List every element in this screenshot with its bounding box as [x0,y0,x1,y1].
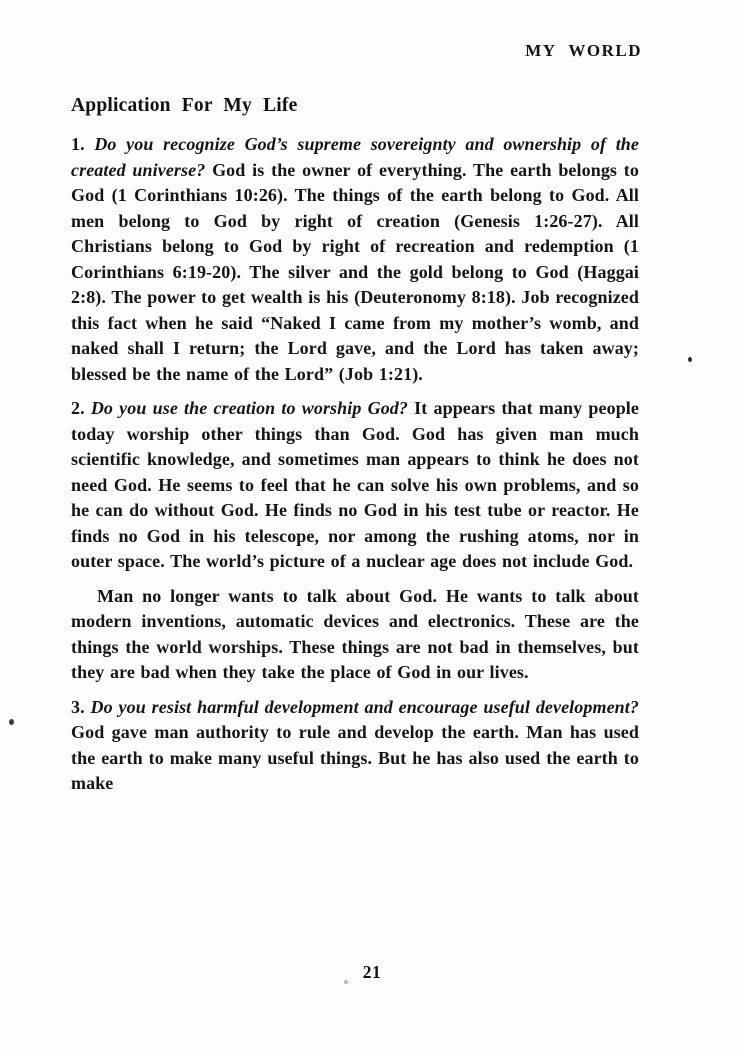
section-heading: Application For My Life [71,95,298,116]
paragraph-number: 1. [71,134,85,154]
question-italic: Do you recognize God’s supreme sovereignty and ownership of the created universe? [71,134,639,180]
page-number: 21 [362,962,382,982]
paragraph-1 [71,132,639,387]
text-column [71,95,639,806]
paragraph-number: 3. [71,696,85,717]
paragraph-4 [71,695,639,797]
paragraph-text: Man no longer wants to talk about God. He wants to talk about modern inventions, automatic devices and electronics. These are the things the world worships. These things are not bad in themselves, but they are bad when they take the place of God in our lives. [71,585,639,682]
paragraph-text: God is the owner of everything. The earth belongs to God (1 Corinthians 10:26). The things of the earth belong to God. All men belong to God by right of creation (Genesis 1:26-27). All Christians belong to God by right of recreation and redemption (1 Corinthians 6:19-20). The silver and the gold belong to God (Haggai 2:8). The power to get wealth is his (Deuteronomy 8:18). Job recognized this fact when he said “Naked I came from my mother’s womb, and naked shall I return; the Lord gave, and the Lord has taken away; blessed be the name of the Lord” (Job 1:21). [71,159,639,384]
running-header: MY WORLD [525,41,642,60]
paragraph-number: 2. [71,398,85,418]
question-italic: Do you resist harmful development and encourage useful development? [84,696,639,717]
scan-artifact-dot [688,357,692,362]
paragraph-3 [71,584,639,686]
scan-artifact-dot [9,719,14,725]
scan-artifact-dot [344,980,348,984]
question-italic: Do you use the creation to worship God? [84,398,409,418]
paragraph-2 [71,396,639,575]
paragraph-text: It appears that many people today worship other things than God. God has given man much scientific knowledge, and sometimes man appears to think he does not need God. He seems to feel that he can solve his own problems, and so he can do without God. He finds no God in his test tube or reactor. He finds no God in his telescope, nor among the rushing atoms, nor in outer space. The world’s picture of a nuclear age does not include God. [71,398,639,571]
paragraph-text: God gave man authority to rule and develop the earth. Man has used the earth to make many useful things. But he has also used the earth to make [71,722,639,793]
